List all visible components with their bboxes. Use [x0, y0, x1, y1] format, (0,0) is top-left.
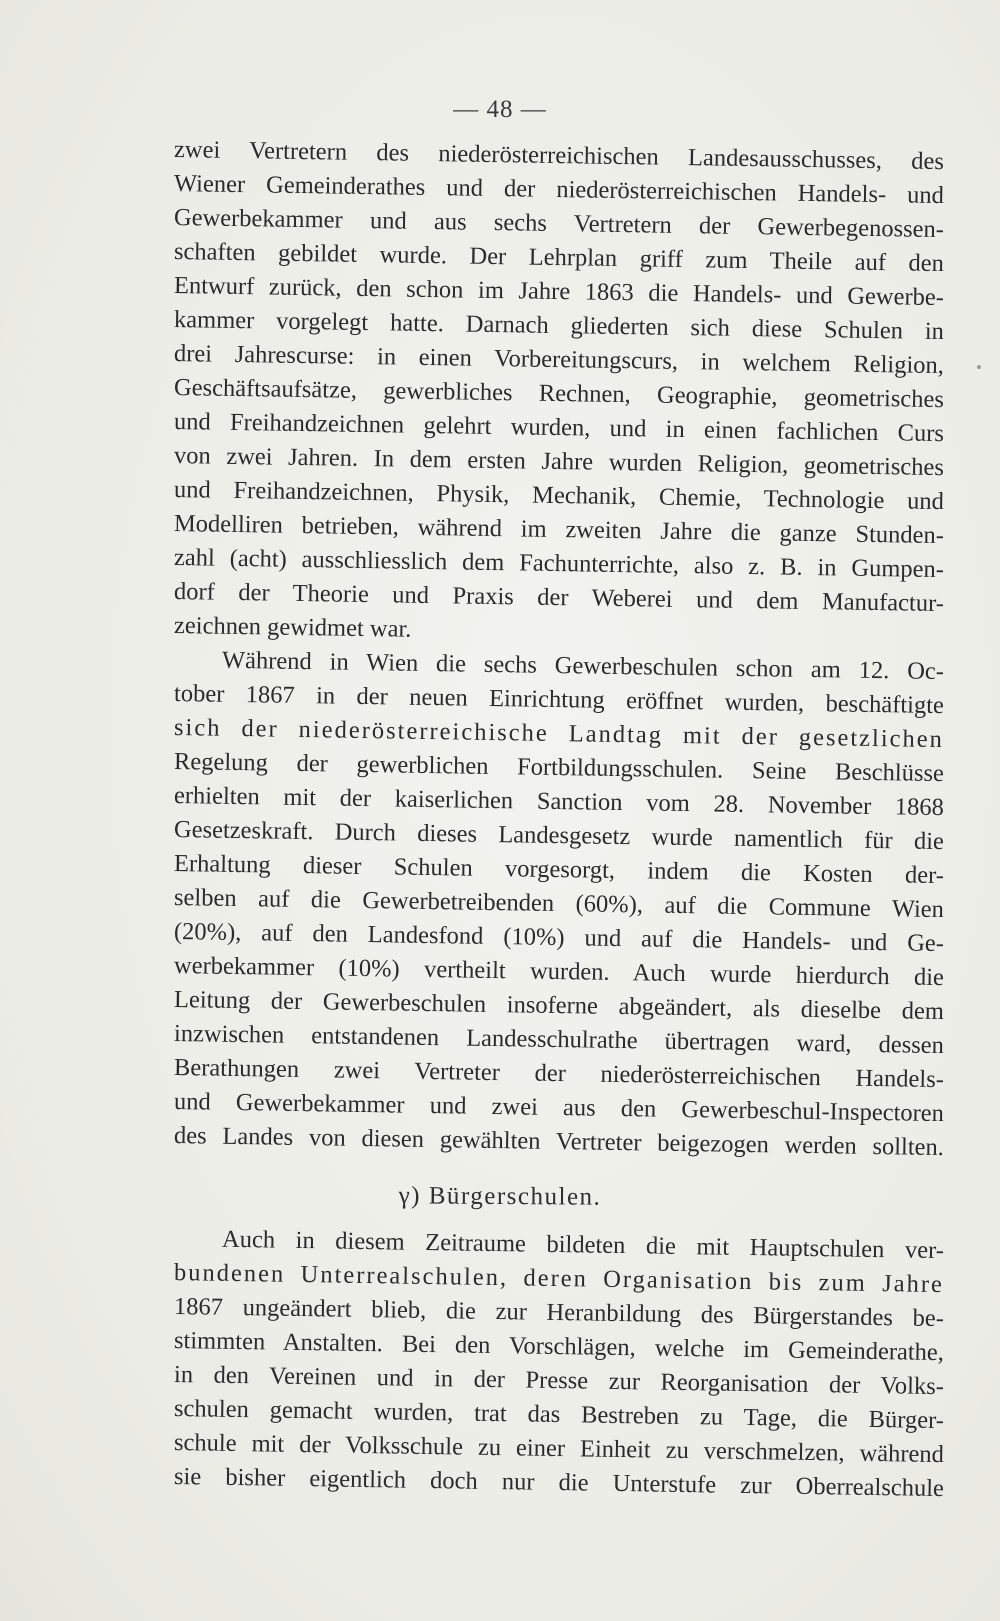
- text-line: Gewerbekammer und aus sechs Vertretern der Gewerbegenossen-: [173, 204, 945, 244]
- text-line: Auch in diesem Zeitraume bildeten die mit Hauptschulen ver-: [221, 1225, 945, 1265]
- text-line: werbekammer (10%) vertheilt wurden. Auch wurde hierdurch die: [173, 952, 945, 992]
- text-line: sich der niederösterreichische Landtag mit der gesetzlichen: [173, 714, 945, 754]
- text-line: bundenen Unterrealschulen, deren Organisation bis zum Jahre: [173, 1259, 945, 1299]
- text-line: in den Vereinen und in der Presse zur Reorganisation der Volks-: [173, 1361, 945, 1401]
- text-line: schulen gemacht wurden, trat das Bestreben zu Tage, die Bürger-: [173, 1395, 945, 1435]
- text-line: zahl (acht) ausschliesslich dem Fachunterrichte, also z. B. in Gumpen-: [173, 544, 945, 584]
- text-line: dorf der Theorie und Praxis der Weberei und dem Manufactur-: [173, 578, 945, 618]
- text-line: drei Jahrescurse: in einen Vorbereitungscurs, in welchem Religion,: [173, 340, 945, 380]
- text-line: zeichnen gewidmet war.: [173, 612, 412, 643]
- text-line: Regelung der gewerblichen Fortbildungsschulen. Seine Beschlüsse: [173, 748, 945, 788]
- text-line: Während in Wien die sechs Gewerbeschulen schon am 12. Oc-: [221, 646, 945, 686]
- text-line: Entwurf zurück, den schon im Jahre 1863 die Handels- und Gewerbe-: [173, 272, 945, 312]
- text-line: sie bisher eigentlich doch nur die Unterstufe zur Oberrealschule: [173, 1463, 945, 1503]
- text-line: Erhaltung dieser Schulen vorgesorgt, indem die Kosten der-: [173, 850, 945, 890]
- text-line: Leitung der Gewerbeschulen insoferne abgeändert, als dieselbe dem: [173, 986, 945, 1026]
- text-line: stimmten Anstalten. Bei den Vorschlägen, welche im Gemeinderathe,: [173, 1327, 945, 1367]
- text-line: (20%), auf den Landesfond (10%) und auf die Handels- und Ge-: [173, 918, 945, 958]
- text-line: tober 1867 in der neuen Einrichtung eröffnet wurden, beschäftigte: [173, 680, 945, 720]
- paper-speck: [977, 365, 981, 369]
- page-number: — 48 —: [453, 96, 547, 123]
- text-line: selben auf die Gewerbetreibenden (60%), auf die Commune Wien: [173, 884, 945, 924]
- text-line: Geschäftsaufsätze, gewerbliches Rechnen, Geographie, geometrisches: [173, 374, 945, 414]
- text-line: kammer vorgelegt hatte. Darnach gliederten sich diese Schulen in: [173, 306, 945, 346]
- text-line: und Freihandzeichnen gelehrt wurden, und in einen fachlichen Curs: [173, 408, 945, 448]
- text-line: 1867 ungeändert blieb, die zur Heranbildung des Bürgerstandes be-: [173, 1293, 945, 1333]
- section-heading: γ) Bürgerschulen.: [398, 1182, 602, 1211]
- text-line: und Gewerbekammer und zwei aus den Gewerbeschul-Inspectoren: [173, 1088, 945, 1128]
- text-line: Berathungen zwei Vertreter der niederösterreichischen Handels-: [173, 1054, 945, 1094]
- text-line: Gesetzeskraft. Durch dieses Landesgesetz wurde namentlich für die: [173, 816, 945, 856]
- text-line: von zwei Jahren. In dem ersten Jahre wurden Religion, geometrisches: [173, 442, 945, 482]
- text-line: zwei Vertretern des niederösterreichischen Landesausschusses, des: [173, 136, 945, 176]
- text-line: inzwischen entstandenen Landesschulrathe übertragen ward, dessen: [173, 1020, 945, 1060]
- text-line: des Landes von diesen gewählten Vertreter beigezogen werden sollten.: [173, 1122, 945, 1162]
- text-line: Modelliren betrieben, während im zweiten Jahre die ganze Stunden-: [173, 510, 945, 550]
- text-line: und Freihandzeichnen, Physik, Mechanik, Chemie, Technologie und: [173, 476, 945, 516]
- text-line: erhielten mit der kaiserlichen Sanction vom 28. November 1868: [173, 782, 945, 822]
- text-line: schule mit der Volksschule zu einer Einheit zu verschmelzen, während: [173, 1429, 945, 1469]
- text-line: schaften gebildet wurde. Der Lehrplan griff zum Theile auf den: [173, 238, 945, 278]
- text-line: Wiener Gemeinderathes und der niederösterreichischen Handels- und: [173, 170, 945, 210]
